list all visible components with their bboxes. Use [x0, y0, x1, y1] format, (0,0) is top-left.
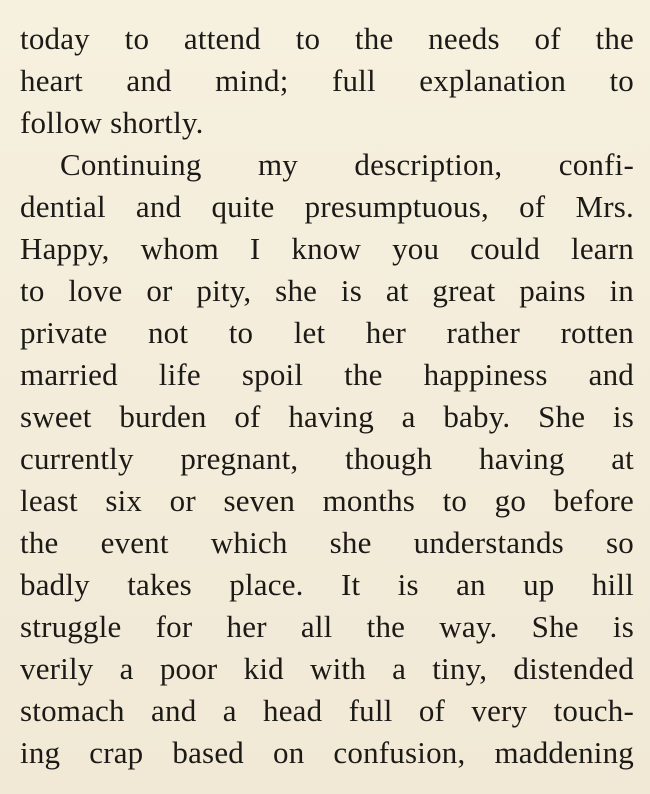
text-line-17: stomach and a head full of very touch-: [20, 693, 634, 728]
text-line-8: private not to let her rather rotten: [20, 315, 634, 350]
text-line-5: dential and quite presumptuous, of Mrs.: [20, 189, 634, 224]
text-line-3: follow shortly.: [20, 105, 204, 140]
text-line-7: to love or pity, she is at great pains in: [20, 273, 634, 308]
text-line-15: struggle for her all the way. She is: [20, 609, 634, 644]
text-line-2: heart and mind; full explanation to: [20, 63, 634, 98]
text-line-12: least six or seven months to go before: [20, 483, 634, 518]
text-line-10: sweet burden of having a baby. She is: [20, 399, 634, 434]
text-line-4: Continuing my description, confi-: [60, 147, 634, 182]
text-line-18: ing crap based on confusion, maddening: [20, 735, 634, 770]
text-line-16: verily a poor kid with a tiny, distended: [20, 651, 634, 686]
text-line-14: badly takes place. It is an up hill: [20, 567, 634, 602]
text-line-11: currently pregnant, though having at: [20, 441, 634, 476]
text-line-6: Happy, whom I know you could learn: [20, 231, 634, 266]
text-line-9: married life spoil the happiness and: [20, 357, 634, 392]
text-line-13: the event which she understands so: [20, 525, 634, 560]
text-line-1: today to attend to the needs of the: [20, 21, 634, 56]
